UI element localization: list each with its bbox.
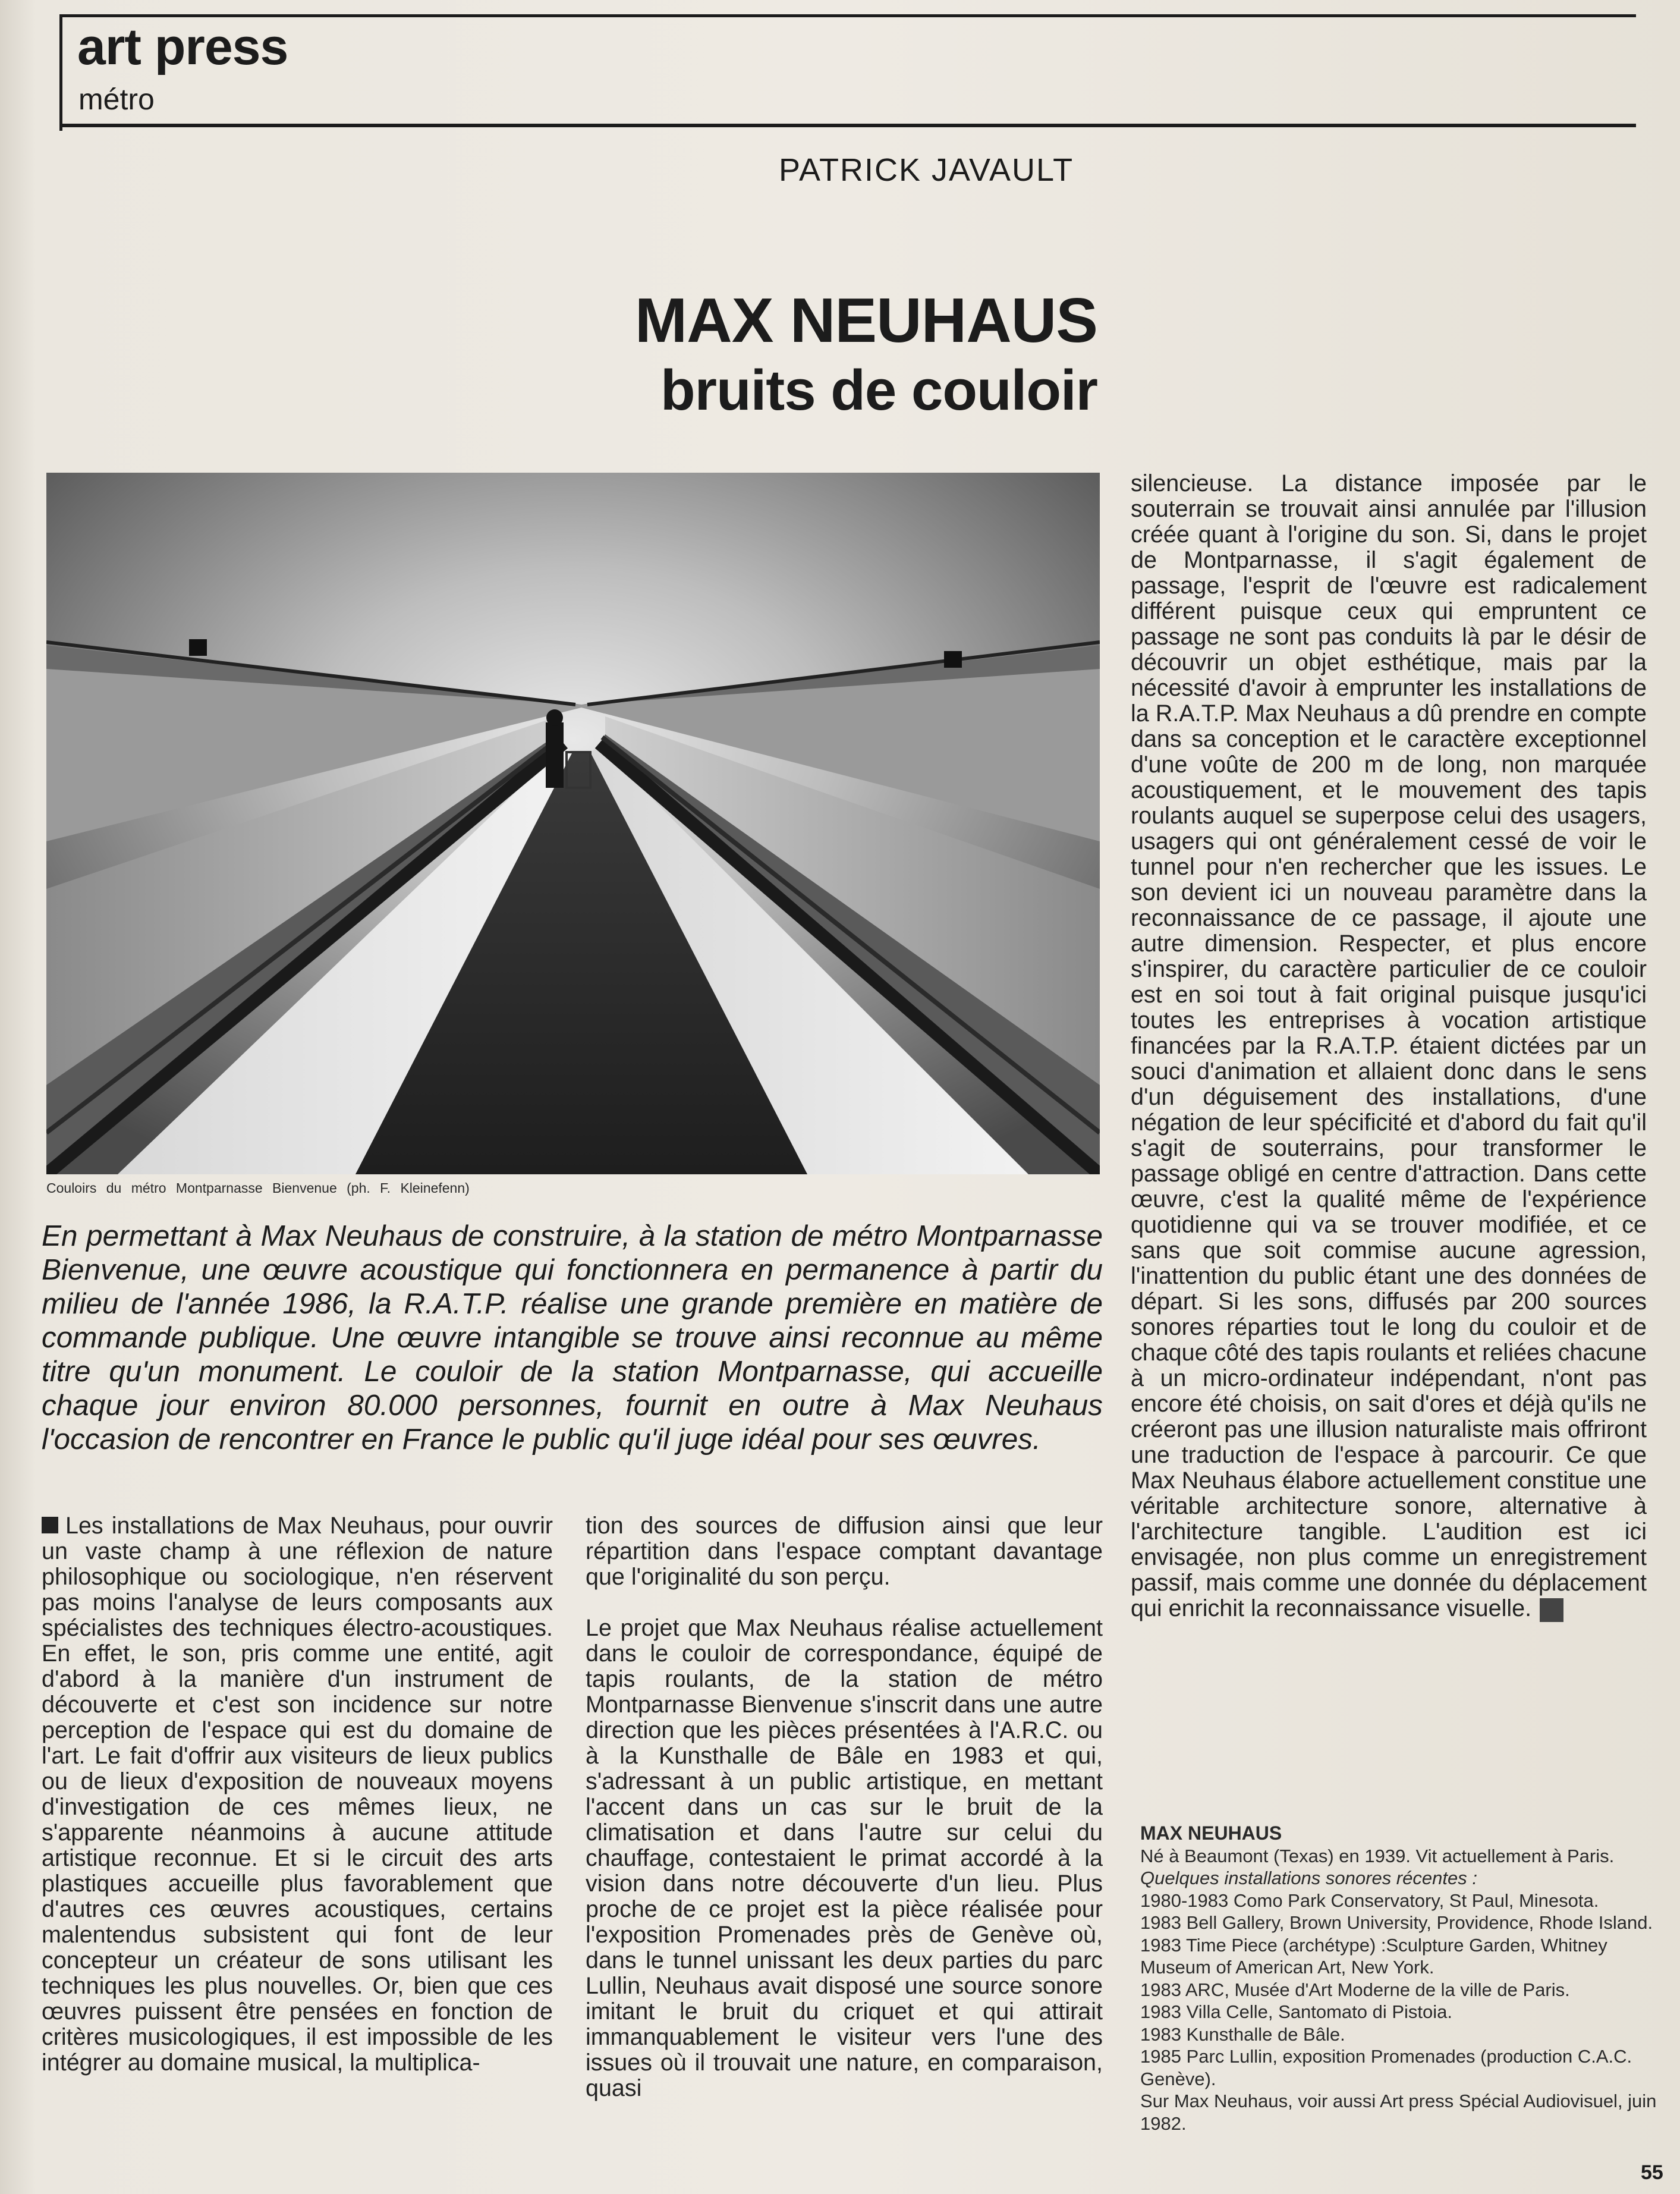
headline-subtitle: bruits de couloir	[660, 359, 1097, 422]
bio-item: 1983 ARC, Musée d'Art Moderne de la ville de Paris.	[1140, 1979, 1570, 2000]
bio-item: Sur Max Neuhaus, voir aussi Art press Spécial Audiovisuel, juin 1982.	[1140, 2091, 1657, 2134]
body-column-2	[586, 1513, 1103, 2127]
metro-corridor-photo	[46, 473, 1100, 1174]
photo-caption: Couloirs du métro Montparnasse Bienvenue (ph. F. Kleinefenn)	[46, 1180, 470, 1196]
bio-item: 1985 Parc Lullin, exposition Promenades (production C.A.C. Genève).	[1140, 2046, 1632, 2089]
bio-item: 1983 Time Piece (archétype) :Sculpture Garden, Whitney Museum of American Art, New York.	[1140, 1934, 1607, 1978]
header-rule-bottom	[59, 124, 1636, 127]
body-text: Les installations de Max Neuhaus, pour ouvrir un vaste champ à une réflexion de nature philosophique ou sociologique, n'en réservent pas moins l'analyse de leurs composants aux spécialistes des techniques électro-acoustiques. En effet, le son, pris comme une entité, agit d'abord à la manière d'un instrument de découverte et c'est son incidence sur notre perception de l'espace qui est du domaine de l'art. Le fait d'offrir aux visiteurs de lieux publics ou de lieux d'exposition de nouveaux moyens d'investigation de ces mêmes lieux, ne s'apparente néanmoins à aucune attitude artistique reconnue. Et si le circuit des arts plastiques accueille plus favorablement que d'autres ces œuvres acoustiques, certains malentendus subsistent qui font de leur concepteur un créateur de sons utilisant les techniques les plus nouvelles. Or, bien que ces œuvres puissent être pensées en fonction de critères musicologiques, il est impossible de les intégrer au domaine musical, la multiplica-	[42, 1513, 553, 2076]
body-text: silencieuse. La distance imposée par le souterrain se trouvait ainsi annulée par l'illusion créée quant à l'origine du son. Si, dans le projet de Montparnasse, il s'agit également de passage, l'esprit de l'œuvre est radicalement différent puisque ceux qui empruntent ce passage ne sont pas conduits là par le désir de découvrir un objet esthétique, mais par la nécessité d'avoir à emprunter les installations de la R.A.T.P. Max Neuhaus a dû prendre en compte dans sa conception et le caractère exceptionnel d'une voûte de 200 m de long, non marquée acoustiquement, et le mouvement des tapis roulants auquel se superpose celui des usagers, usagers qui ont généralement cessé de voir le tunnel pour n'en rechercher que les issues. Le son devient ici un nouveau paramètre dans la reconnaissance de ce passage, il ajoute une autre dimension. Respecter, et plus encore s'inspirer, du caractère particulier de ce couloir est en soi tout à fait original puisque jusqu'ici toutes les entreprises à vocation artistique financées par la R.A.T.P. étaient dictées par un souci d'animation et allaient donc dans le sens d'un déguisement des installations, d'une négation de leur spécificité et d'abord du fait qu'il s'agit de souterrains, pour transformer le passage obligé en centre d'attraction. Dans cette œuvre, c'est la qualité même de l'expérience quotidienne qui va se trouver modifiée, et ce sans que soit commise aucune agression, l'inattention du public étant une des données de départ. Si les sons, diffusés par 200 sources sonores réparties tout le long du couloir et de chaque côté des tapis roulants et reliées chacune à un micro-ordinateur indépendant, n'ont pas encore été choisis, on sait d'ores et déjà qu'ils ne créeront pas une illusion naturaliste mais offriront une traduction de l'espace à parcourir. Ce que Max Neuhaus élabore actuellement constitue une véritable architecture sonore, alternative à l'architecture tangible. L'audition est ici envisagée, non plus comme un enregistrement passif, mais comme une donnée du déplacement qui enrichit la reconnaissance visuelle.	[1131, 470, 1647, 1621]
headline-title: MAX NEUHAUS	[634, 285, 1097, 356]
bio-heading: Quelques installations sonores récentes :	[1140, 1868, 1477, 1888]
magazine-title: art press	[77, 18, 288, 76]
body-text: tion des sources de diffusion ainsi que leur répartition dans l'espace comptant davantage que l'originalité du son perçu.	[586, 1513, 1103, 1590]
bio-item: 1983 Bell Gallery, Brown University, Providence, Rhode Island.	[1140, 1912, 1653, 1933]
body-column-1	[42, 1513, 553, 2101]
header-rule	[59, 14, 1636, 17]
bio-title: MAX NEUHAUS	[1140, 1822, 1282, 1844]
bio-item: 1983 Villa Celle, Santomato di Pistoia.	[1140, 2001, 1453, 2022]
section-marker-icon	[42, 1517, 58, 1533]
end-mark-icon	[1540, 1598, 1563, 1622]
artist-bio	[1140, 1822, 1669, 2135]
body-column-3	[1131, 471, 1647, 1648]
bio-item: 1980-1983 Como Park Conservatory, St Paul, Minesota.	[1140, 1890, 1599, 1911]
header-rule-left	[59, 14, 62, 131]
bio-item: 1983 Kunsthalle de Bâle.	[1140, 2023, 1345, 2045]
body-text: Le projet que Max Neuhaus réalise actuellement dans le couloir de correspondance, équipé de tapis roulants, de la station de métro Montparnasse Bienvenue s'inscrit dans une autre direction que les pièces présentées à l'A.R.C. ou à la Kunsthalle de Bâle en 1983 et qui, s'adressant à un public artistique, en mettant l'accent dans un cas sur le bruit de la climatisation et dans l'autre sur celui du chauffage, contestaient le primat accordé à la vision dans notre découverte d'un lieu. Plus proche de ce projet est la pièce réalisée pour l'exposition Promenades près de Genève où, dans le tunnel unissant les deux parties du parc Lullin, Neuhaus avait disposé une source sonore imitant le bruit du criquet et qui attirait immanquablement le visiteur vers l'une des issues où il trouvait une nature, en comparaison, quasi	[586, 1615, 1103, 2101]
page-number: 55	[1641, 2161, 1663, 2184]
headline	[635, 285, 1097, 426]
author-byline: PATRICK JAVAULT	[779, 152, 1074, 188]
section-label: métro	[78, 83, 155, 116]
bio-born: Né à Beaumont (Texas) en 1939. Vit actuellement à Paris.	[1140, 1845, 1615, 1866]
lead-paragraph: En permettant à Max Neuhaus de construire, à la station de métro Montparnasse Bienvenue, une œuvre acoustique qui fonctionnera en permanence à partir du milieu de l'année 1986, la R.A.T.P. réalise une grande première en matière de commande publique. Une œuvre intangible se trouve ainsi reconnue au même titre qu'un monument. Le couloir de la station Montparnasse, qui accueille chaque jour environ 80.000 personnes, fournit en outre à Max Neuhaus l'occasion de rencontrer en France le public qu'il juge idéal pour ses œuvres.	[42, 1219, 1103, 1456]
